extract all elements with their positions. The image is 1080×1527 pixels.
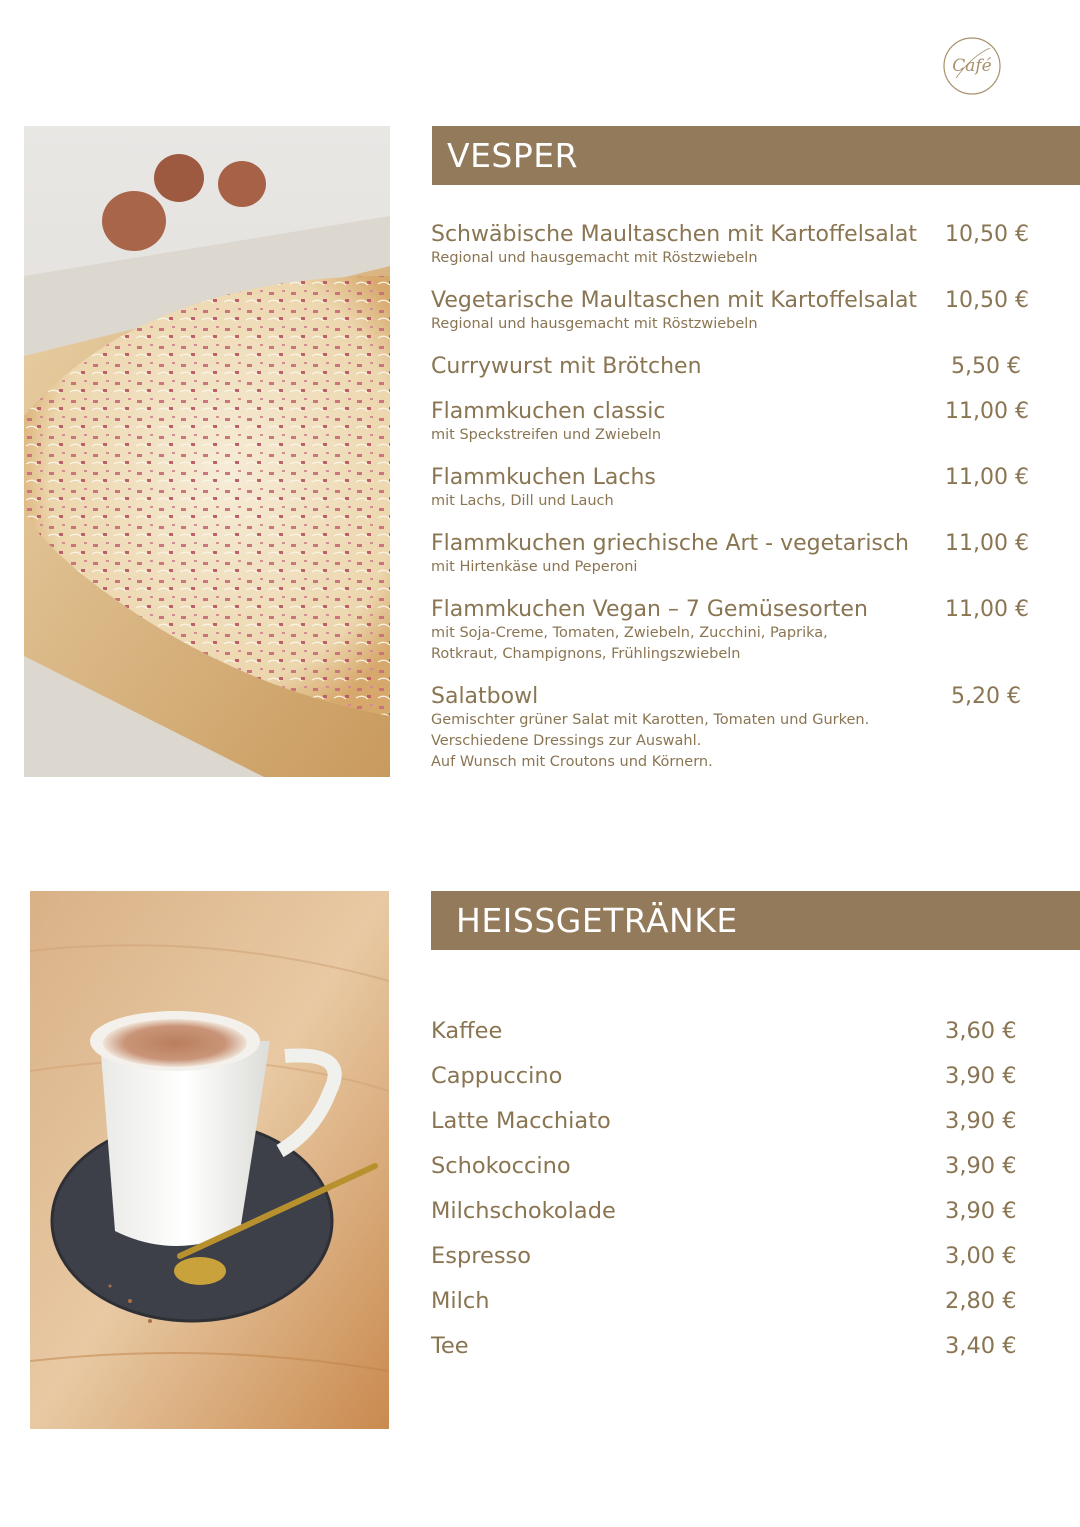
drink-price: 3,60 € bbox=[945, 1018, 1017, 1044]
menu-item bbox=[431, 222, 1031, 269]
section-title: VESPER bbox=[447, 136, 579, 175]
drink-name: Milch bbox=[431, 1288, 490, 1314]
menu-item-name: Currywurst mit Brötchen bbox=[431, 354, 702, 379]
menu-item-description: mit Speckstreifen und Zwiebeln bbox=[431, 427, 662, 443]
drink-item bbox=[431, 1153, 1031, 1179]
menu-item-price: 11,00 € bbox=[945, 531, 1029, 556]
menu-item-price: 11,00 € bbox=[945, 399, 1029, 424]
menu-item-price: 11,00 € bbox=[945, 597, 1029, 622]
cafe-logo-icon bbox=[942, 36, 1002, 96]
menu-item bbox=[431, 465, 1031, 512]
section-header-heissgetraenke bbox=[431, 891, 1080, 950]
menu-item-description: mit Soja-Creme, Tomaten, Zwiebeln, Zucchini, Paprika, bbox=[431, 625, 828, 641]
menu-item-description: Auf Wunsch mit Croutons und Körnern. bbox=[431, 754, 713, 770]
menu-item-name: Flammkuchen classic bbox=[431, 399, 666, 424]
section-title: HEISSGETRÄNKE bbox=[456, 901, 738, 940]
drink-price: 3,00 € bbox=[945, 1243, 1017, 1269]
menu-item-name: Flammkuchen griechische Art - vegetarisch bbox=[431, 531, 909, 556]
drink-item bbox=[431, 1288, 1031, 1314]
coffee-photo bbox=[30, 891, 389, 1429]
menu-item bbox=[431, 684, 1031, 773]
drink-name: Schokoccino bbox=[431, 1153, 571, 1179]
drink-item bbox=[431, 1063, 1031, 1089]
menu-item-description: mit Lachs, Dill und Lauch bbox=[431, 493, 614, 509]
menu-item-description: Gemischter grüner Salat mit Karotten, Tomaten und Gurken. bbox=[431, 712, 870, 728]
menu-item-price: 5,20 € bbox=[951, 684, 1021, 709]
menu-item-name: Flammkuchen Lachs bbox=[431, 465, 656, 490]
drink-item bbox=[431, 1018, 1031, 1044]
menu-item-price: 10,50 € bbox=[945, 288, 1029, 313]
drink-price: 3,90 € bbox=[945, 1108, 1017, 1134]
menu-item-description: Verschiedene Dressings zur Auswahl. bbox=[431, 733, 702, 749]
drink-name: Cappuccino bbox=[431, 1063, 563, 1089]
menu-item bbox=[431, 354, 1031, 380]
drink-price: 3,90 € bbox=[945, 1198, 1017, 1224]
drink-name: Tee bbox=[431, 1333, 469, 1359]
drink-name: Kaffee bbox=[431, 1018, 503, 1044]
menu-item bbox=[431, 597, 1031, 665]
drink-item bbox=[431, 1243, 1031, 1269]
menu-item-name: Schwäbische Maultaschen mit Kartoffelsalat bbox=[431, 222, 917, 247]
menu-item-name: Salatbowl bbox=[431, 684, 539, 709]
menu-item-price: 5,50 € bbox=[951, 354, 1021, 379]
drink-price: 3,40 € bbox=[945, 1333, 1017, 1359]
drink-price: 2,80 € bbox=[945, 1288, 1017, 1314]
drink-name: Latte Macchiato bbox=[431, 1108, 611, 1134]
menu-item-description: mit Hirtenkäse und Peperoni bbox=[431, 559, 638, 575]
menu-item-name: Vegetarische Maultaschen mit Kartoffelsalat bbox=[431, 288, 918, 313]
drink-name: Milchschokolade bbox=[431, 1198, 616, 1224]
section-header-vesper bbox=[432, 126, 1080, 185]
menu-item-description: Rotkraut, Champignons, Frühlingszwiebeln bbox=[431, 646, 741, 662]
drink-price: 3,90 € bbox=[945, 1063, 1017, 1089]
menu-item-description: Regional und hausgemacht mit Röstzwiebeln bbox=[431, 250, 758, 266]
menu-item bbox=[431, 288, 1031, 335]
menu-item-price: 11,00 € bbox=[945, 465, 1029, 490]
drink-item bbox=[431, 1108, 1031, 1134]
menu-item bbox=[431, 531, 1031, 578]
drink-item bbox=[431, 1198, 1031, 1224]
menu-item-name: Flammkuchen Vegan – 7 Gemüsesorten bbox=[431, 597, 868, 622]
drink-price: 3,90 € bbox=[945, 1153, 1017, 1179]
drink-item bbox=[431, 1333, 1031, 1359]
svg-text:Café: Café bbox=[952, 56, 992, 76]
menu-item-description: Regional und hausgemacht mit Röstzwiebeln bbox=[431, 316, 758, 332]
menu-item bbox=[431, 399, 1031, 446]
drink-name: Espresso bbox=[431, 1243, 532, 1269]
menu-item-price: 10,50 € bbox=[945, 222, 1029, 247]
flammkuchen-photo bbox=[24, 126, 390, 777]
